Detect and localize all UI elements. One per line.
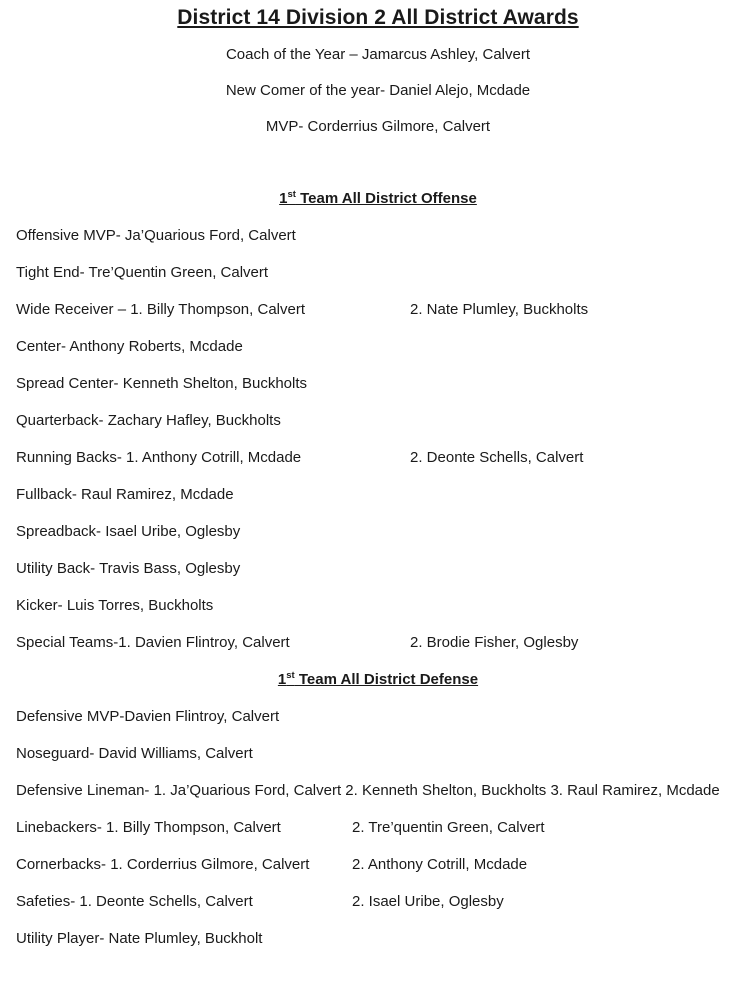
defense-award-rows bbox=[16, 705, 740, 951]
heading-text: Team All District Offense bbox=[295, 190, 477, 207]
offense-section-heading bbox=[16, 187, 740, 211]
award-row bbox=[16, 224, 740, 248]
document-title: District 14 Division 2 All District Awards bbox=[177, 6, 579, 29]
award-row bbox=[16, 927, 740, 951]
award-secondary-selection: 2. Anthony Cotrill, Mcdade bbox=[352, 856, 528, 873]
award-primary-selection: Quarterback- Zachary Hafley, Buckholts bbox=[16, 412, 281, 429]
award-row bbox=[16, 446, 740, 470]
award-primary-selection: Safeties- 1. Deonte Schells, Calvert bbox=[16, 893, 253, 910]
award-primary-selection: Utility Player- Nate Plumley, Buckholt bbox=[16, 930, 263, 947]
newcomer-of-the-year-line: New Comer of the year- Daniel Alejo, Mcdade bbox=[225, 82, 531, 99]
award-row bbox=[16, 816, 740, 840]
award-row bbox=[16, 631, 740, 655]
award-row bbox=[16, 742, 740, 766]
award-primary-selection: Cornerbacks- 1. Corderrius Gilmore, Calvert bbox=[16, 856, 310, 873]
award-primary-selection: Defensive MVP-Davien Flintroy, Calvert bbox=[16, 708, 280, 725]
award-primary-selection: Fullback- Raul Ramirez, Mcdade bbox=[16, 486, 234, 503]
award-primary-selection: Utility Back- Travis Bass, Oglesby bbox=[16, 560, 241, 577]
award-primary-selection: Noseguard- David Williams, Calvert bbox=[16, 745, 253, 762]
award-row bbox=[16, 705, 740, 729]
intro-awards bbox=[16, 43, 740, 139]
award-primary-selection: Wide Receiver – 1. Billy Thompson, Calvert bbox=[16, 301, 305, 318]
heading-number: 1 bbox=[279, 190, 288, 207]
award-row bbox=[16, 483, 740, 507]
award-secondary-selection: 2. Nate Plumley, Buckholts bbox=[410, 301, 589, 318]
award-primary-selection: Kicker- Luis Torres, Buckholts bbox=[16, 597, 214, 614]
blank-line bbox=[16, 151, 740, 187]
award-primary-selection: Tight End- Tre’Quentin Green, Calvert bbox=[16, 264, 269, 281]
section-offense bbox=[16, 187, 740, 655]
award-row bbox=[16, 409, 740, 433]
award-primary-selection: Offensive MVP- Ja’Quarious Ford, Calvert bbox=[16, 227, 296, 244]
award-row bbox=[16, 853, 740, 877]
award-primary-selection: Defensive Lineman- 1. Ja’Quarious Ford, Calvert 2. Kenneth Shelton, Buckholts 3. Raul Ramirez, Mcdade bbox=[16, 782, 720, 799]
award-primary-selection: Running Backs- 1. Anthony Cotrill, Mcdade bbox=[16, 449, 302, 466]
award-row bbox=[16, 520, 740, 544]
award-secondary-selection: 2. Deonte Schells, Calvert bbox=[410, 449, 584, 466]
award-primary-selection: Linebackers- 1. Billy Thompson, Calvert bbox=[16, 819, 281, 836]
award-secondary-selection: 2. Isael Uribe, Oglesby bbox=[352, 893, 504, 910]
award-primary-selection: Center- Anthony Roberts, Mcdade bbox=[16, 338, 243, 355]
award-row bbox=[16, 335, 740, 359]
award-primary-selection: Spread Center- Kenneth Shelton, Buckholts bbox=[16, 375, 308, 392]
award-primary-selection: Special Teams-1. Davien Flintroy, Calvert bbox=[16, 634, 290, 651]
offense-award-rows bbox=[16, 224, 740, 655]
award-row bbox=[16, 261, 740, 285]
heading-ordinal-superscript: st bbox=[286, 670, 295, 681]
heading-text: Team All District Defense bbox=[294, 671, 479, 688]
award-secondary-selection: 2. Brodie Fisher, Oglesby bbox=[410, 634, 579, 651]
award-row bbox=[16, 372, 740, 396]
award-row bbox=[16, 779, 740, 803]
award-row bbox=[16, 890, 740, 914]
section-defense bbox=[16, 668, 740, 951]
coach-of-the-year-line: Coach of the Year – Jamarcus Ashley, Calvert bbox=[225, 46, 531, 63]
award-secondary-selection: 2. Tre’quentin Green, Calvert bbox=[352, 819, 545, 836]
award-row bbox=[16, 298, 740, 322]
heading-ordinal-superscript: st bbox=[287, 189, 296, 200]
mvp-line: MVP- Corderrius Gilmore, Calvert bbox=[265, 118, 491, 135]
award-row bbox=[16, 594, 740, 618]
defense-section-heading bbox=[16, 668, 740, 692]
award-row bbox=[16, 557, 740, 581]
heading-number: 1 bbox=[277, 671, 287, 688]
award-primary-selection: Spreadback- Isael Uribe, Oglesby bbox=[16, 523, 241, 540]
